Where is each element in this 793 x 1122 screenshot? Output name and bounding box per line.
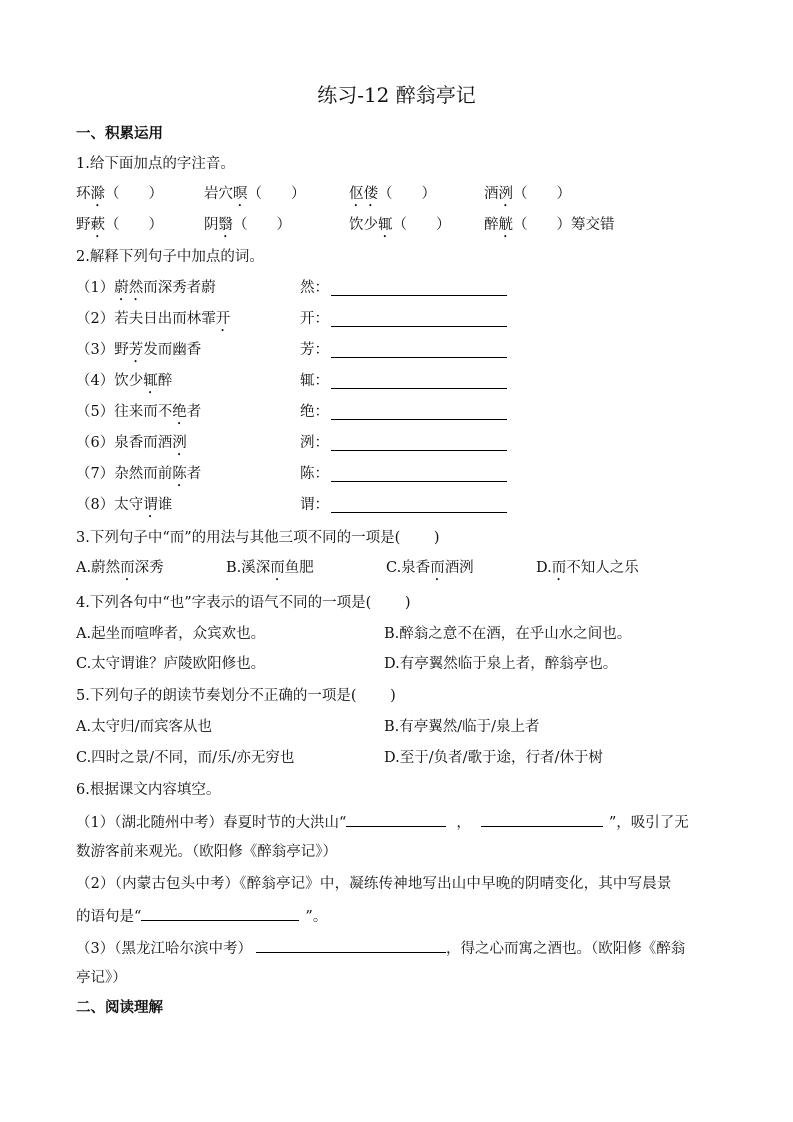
text-segment: 若夫日出而林霏 — [114, 311, 216, 327]
q4-option-b: B.醉翁之意不在酒，在乎山水之间也。 — [384, 626, 632, 642]
answer-paren[interactable]: （ ） — [378, 186, 436, 202]
text-segment: 者 — [186, 404, 202, 420]
dotted-char: 洌 — [172, 435, 187, 451]
text-segment: 岩穴 — [204, 186, 233, 202]
q2-key: 洌： — [300, 435, 329, 451]
q3-option — [76, 559, 164, 584]
text-segment: 深秀 — [134, 560, 164, 576]
q6-prompt: 6.根据课文内容填空。 — [76, 782, 221, 798]
text-segment: 太守 — [114, 497, 144, 513]
dotted-char: 陈 — [172, 466, 187, 482]
text-segment: B.溪深 — [226, 560, 271, 576]
q1-prompt: 1.给下面加点的字注音。 — [76, 156, 235, 172]
text-segment: （3） — [76, 342, 115, 358]
answer-line[interactable] — [331, 419, 507, 420]
q2-item — [76, 496, 172, 521]
text-segment: 而深秀者蔚 — [143, 280, 216, 296]
q4-option-d: D.有亭翼然临于泉上者，醉翁亭也。 — [384, 656, 618, 672]
q1-item — [76, 216, 163, 241]
answer-paren[interactable]: （ ） — [247, 186, 306, 202]
page-title: 练习-12 醉翁亭记 — [317, 83, 476, 107]
answer-blank[interactable] — [141, 906, 299, 921]
q6-item-1-cont: 数游客前来观光。（欧阳修《醉翁亭记》） — [76, 844, 337, 860]
dotted-char: 滁 — [90, 186, 105, 202]
text-segment: 谁 — [157, 497, 173, 513]
dotted-char: 谓 — [143, 497, 158, 513]
text-segment: 发而幽香 — [143, 342, 202, 358]
dotted-char: 伛偻 — [349, 186, 378, 202]
q3-option — [536, 559, 639, 584]
answer-line[interactable] — [331, 295, 507, 296]
q3-option — [386, 559, 474, 584]
answer-paren[interactable]: （ ） — [513, 186, 571, 202]
dotted-char: 翳 — [218, 217, 233, 233]
text-segment: 往来而不 — [114, 404, 173, 420]
q2-item — [76, 341, 201, 366]
text-segment: 醉 — [157, 373, 173, 389]
q6-item-3-cont: 亭记》） — [76, 970, 127, 986]
dotted-char: 芳 — [128, 342, 144, 358]
q3-option — [226, 559, 314, 584]
q5-option-d: D.至于/负者/歌于途，行者/休于树 — [384, 750, 603, 766]
q6-item-2: （2）（内蒙古包头中考）《醉翁亭记》中，凝练传神地写出山中早晚的阴晴变化，其中写晨景 — [76, 876, 672, 892]
q2-item — [76, 465, 201, 490]
answer-line[interactable] — [331, 388, 507, 389]
dotted-char: 蔌 — [90, 217, 105, 233]
answer-paren[interactable]: （ ） — [392, 217, 451, 233]
q4-prompt: 4.下列各句中“也”字表示的语气不同的一项是( ) — [76, 595, 411, 611]
q2-key: 然： — [300, 280, 329, 296]
q1-item — [76, 185, 163, 210]
text-segment: D. — [536, 560, 552, 576]
answer-paren[interactable]: （ ） — [105, 217, 163, 233]
q2-key: 谓： — [300, 497, 329, 513]
q2-item — [76, 372, 172, 397]
q2-key: 陈： — [300, 466, 329, 482]
q4-option-c: C.太守谓谁？庐陵欧阳修也。 — [76, 656, 266, 672]
text-segment: 不知人之乐 — [566, 560, 639, 576]
answer-paren[interactable]: （ ） — [105, 186, 163, 202]
q3-prompt: 3.下列句子中“而”的用法与其他三项不同的一项是( ) — [76, 530, 440, 546]
text-segment: （7） — [76, 466, 115, 482]
q2-key: 芳： — [300, 342, 329, 358]
q2-prompt: 2.解释下列句子中加点的词。 — [76, 249, 264, 265]
text-segment: 环 — [76, 186, 91, 202]
text-segment: （4） — [76, 373, 115, 389]
q6-1-tail: ”，吸引了无 — [608, 815, 689, 831]
q6-2-tail: ”。 — [305, 909, 328, 925]
answer-line[interactable] — [331, 450, 507, 451]
q2-item — [76, 403, 201, 428]
dotted-char: 觥 — [498, 217, 513, 233]
dotted-char: 而 — [270, 560, 285, 576]
q6-3-tail: ，得之心而寓之酒也。（欧阳修《醉翁 — [445, 941, 686, 957]
section-heading-1: 一、积累运用 — [76, 126, 163, 142]
text-segment: （2） — [76, 311, 115, 327]
dotted-char: 而 — [551, 560, 567, 576]
q6-3-text: （3）（黑龙江哈尔滨中考） — [76, 941, 252, 957]
dotted-char: 暝 — [233, 186, 248, 202]
q2-item — [76, 279, 216, 304]
answer-blank[interactable] — [481, 812, 603, 827]
answer-line[interactable] — [331, 357, 507, 358]
q1-item — [484, 185, 571, 210]
q5-prompt: 5.下列句子的朗读节奏划分不正确的一项是( ) — [76, 688, 396, 704]
q6-item-1 — [76, 812, 689, 832]
dotted-char: 辄 — [378, 217, 393, 233]
q2-key: 绝： — [300, 404, 329, 420]
q1-item — [349, 216, 451, 241]
section-heading-2: 二、阅读理解 — [76, 1000, 163, 1016]
q5-option-b: B.有亭翼然/临于/泉上者 — [384, 719, 540, 735]
text-segment: 杂然而前 — [114, 466, 173, 482]
comma: ， — [456, 815, 471, 831]
q2-item — [76, 310, 230, 335]
text-segment: 者 — [186, 466, 202, 482]
q2-item — [76, 434, 187, 459]
dotted-char: 辄 — [143, 373, 158, 389]
q1-item — [484, 216, 615, 241]
q1-item — [349, 185, 436, 210]
text-segment: C.泉香 — [386, 560, 431, 576]
q6-2-text: 的语句是“ — [76, 909, 142, 925]
answer-line[interactable] — [331, 326, 507, 327]
q6-item-3 — [76, 938, 685, 958]
q6-item-2-cont — [76, 906, 327, 926]
q1-tail: 筹交错 — [571, 217, 615, 233]
q5-option-c: C.四时之景/不同，而/乐/亦无穷也 — [76, 750, 295, 766]
text-segment: （1） — [76, 280, 115, 296]
q4-option-a: A.起坐而喧哗者，众宾欢也。 — [76, 626, 266, 642]
dotted-char: 蔚然 — [114, 280, 144, 296]
text-segment: （5） — [76, 404, 115, 420]
dotted-char: 而 — [430, 560, 445, 576]
answer-line[interactable] — [331, 481, 507, 482]
dotted-char: 开 — [215, 311, 231, 327]
text-segment: 醉 — [484, 217, 499, 233]
dotted-char: 而 — [120, 560, 135, 576]
answer-paren[interactable]: （ ） — [513, 217, 571, 233]
q5-option-a: A.太守归/而宾客从也 — [76, 719, 212, 735]
text-segment: （6） — [76, 435, 115, 451]
answer-line[interactable] — [331, 512, 507, 513]
text-segment: 酒 — [484, 186, 499, 202]
answer-blank[interactable] — [346, 812, 446, 827]
dotted-char: 洌 — [498, 186, 513, 202]
text-segment: 饮少 — [349, 217, 378, 233]
text-segment: A.蔚然 — [76, 560, 121, 576]
q1-item — [204, 216, 291, 241]
text-segment: 野 — [114, 342, 129, 358]
text-segment: 饮少 — [114, 373, 144, 389]
answer-blank[interactable] — [256, 938, 446, 953]
q6-1-text: （1）（湖北随州中考）春夏时节的大洪山“ — [76, 815, 347, 831]
text-segment: 泉香而酒 — [114, 435, 173, 451]
q2-key: 辄： — [300, 373, 329, 389]
text-segment: 酒洌 — [444, 560, 474, 576]
dotted-char: 绝 — [172, 404, 187, 420]
q1-item — [204, 185, 306, 210]
text-segment: 阴 — [204, 217, 219, 233]
text-segment: （8） — [76, 497, 115, 513]
text-segment: 野 — [76, 217, 91, 233]
text-segment: 鱼肥 — [284, 560, 314, 576]
answer-paren[interactable]: （ ） — [233, 217, 291, 233]
q2-key: 开： — [300, 311, 329, 327]
